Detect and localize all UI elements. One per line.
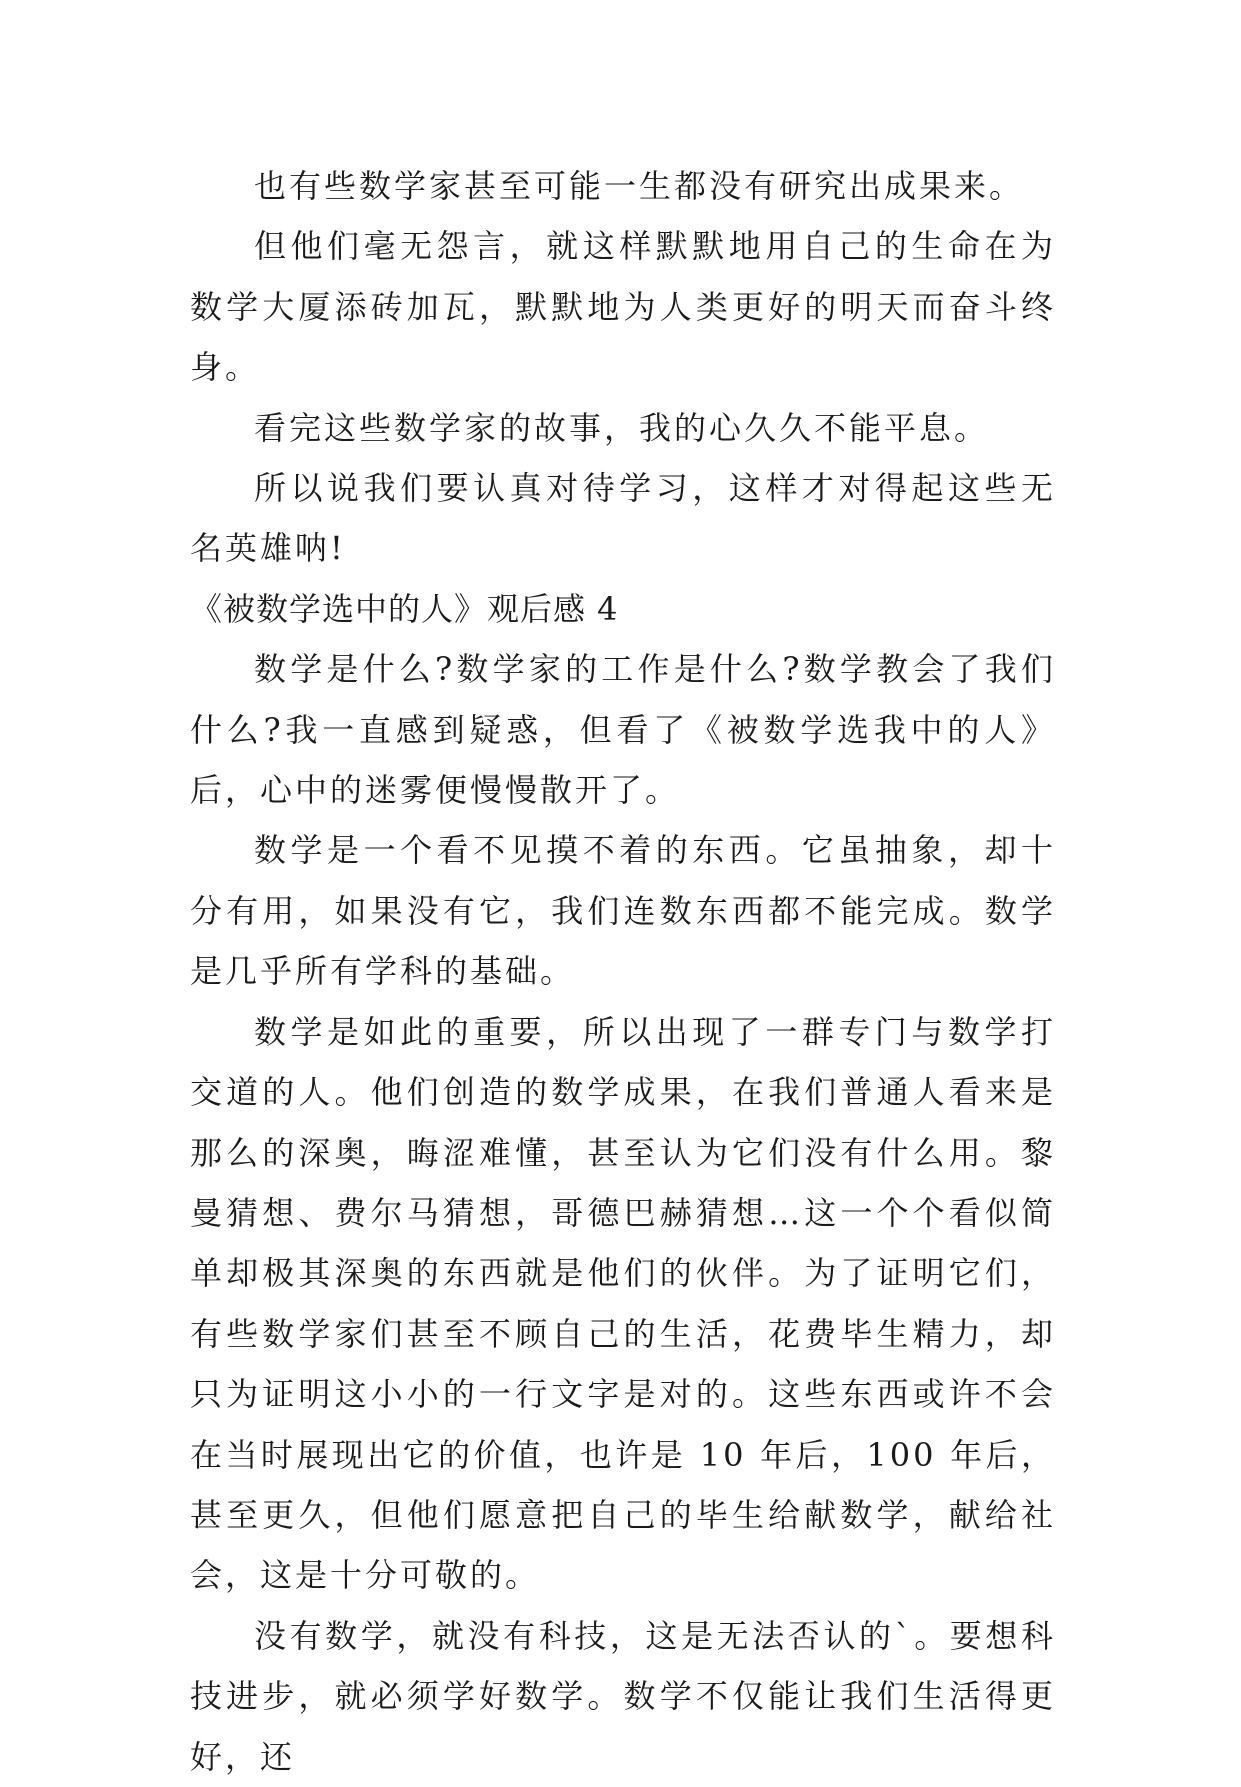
paragraph: 数学是一个看不见摸不着的东西。它虽抽象，却十分有用，如果没有它，我们连数东西都不能完成。数学是几乎所有学科的基础。	[190, 831, 1056, 991]
paragraph: 也有些数学家甚至可能一生都没有研究出成果来。	[254, 167, 1025, 205]
paragraph: 数学是什么?数学家的工作是什么?数学教会了我们什么?我一直感到疑惑，但看了《被数学选我中的人》后，心中的迷雾便慢慢散开了。	[190, 650, 1056, 810]
paragraph: 没有数学，就没有科技，这是无法否认的`。要想科技进步，就必须学好数学。数学不仅能让我们生活得更好，还	[190, 1616, 1056, 1776]
paragraph: 看完这些数学家的故事，我的心久久不能平息。	[254, 408, 990, 447]
section-title: 《被数学选中的人》观后感 4	[190, 589, 619, 628]
paragraph: 但他们毫无怨言，就这样默默地用自己的生命在为数学大厦添砖加瓦，默默地为人类更好的明天而奋斗终身。	[190, 227, 1056, 387]
document-body	[190, 156, 1056, 1787]
paragraph: 数学是如此的重要，所以出现了一群专门与数学打交道的人。他们创造的数学成果，在我们普通人看来是那么的深奥，晦涩难懂，甚至认为它们没有什么用。黎曼猜想、费尔马猜想，哥德巴赫猜想…这一个个看似简单却极其深奥的东西就是他们的伙伴。为了证明它们，有些数学家们甚至不顾自己的生活，花费毕生精力，却只为证明这小小的一行文字是对的。这些东西或许不会在当时展现出它的价值，也许是 10 年后，100 年后，甚至更久，但他们愿意把自己的毕生给献数学，献给社会，这是十分可敬的。	[190, 1012, 1056, 1595]
paragraph: 所以说我们要认真对待学习，这样才对得起这些无名英雄呐!	[190, 469, 1056, 568]
